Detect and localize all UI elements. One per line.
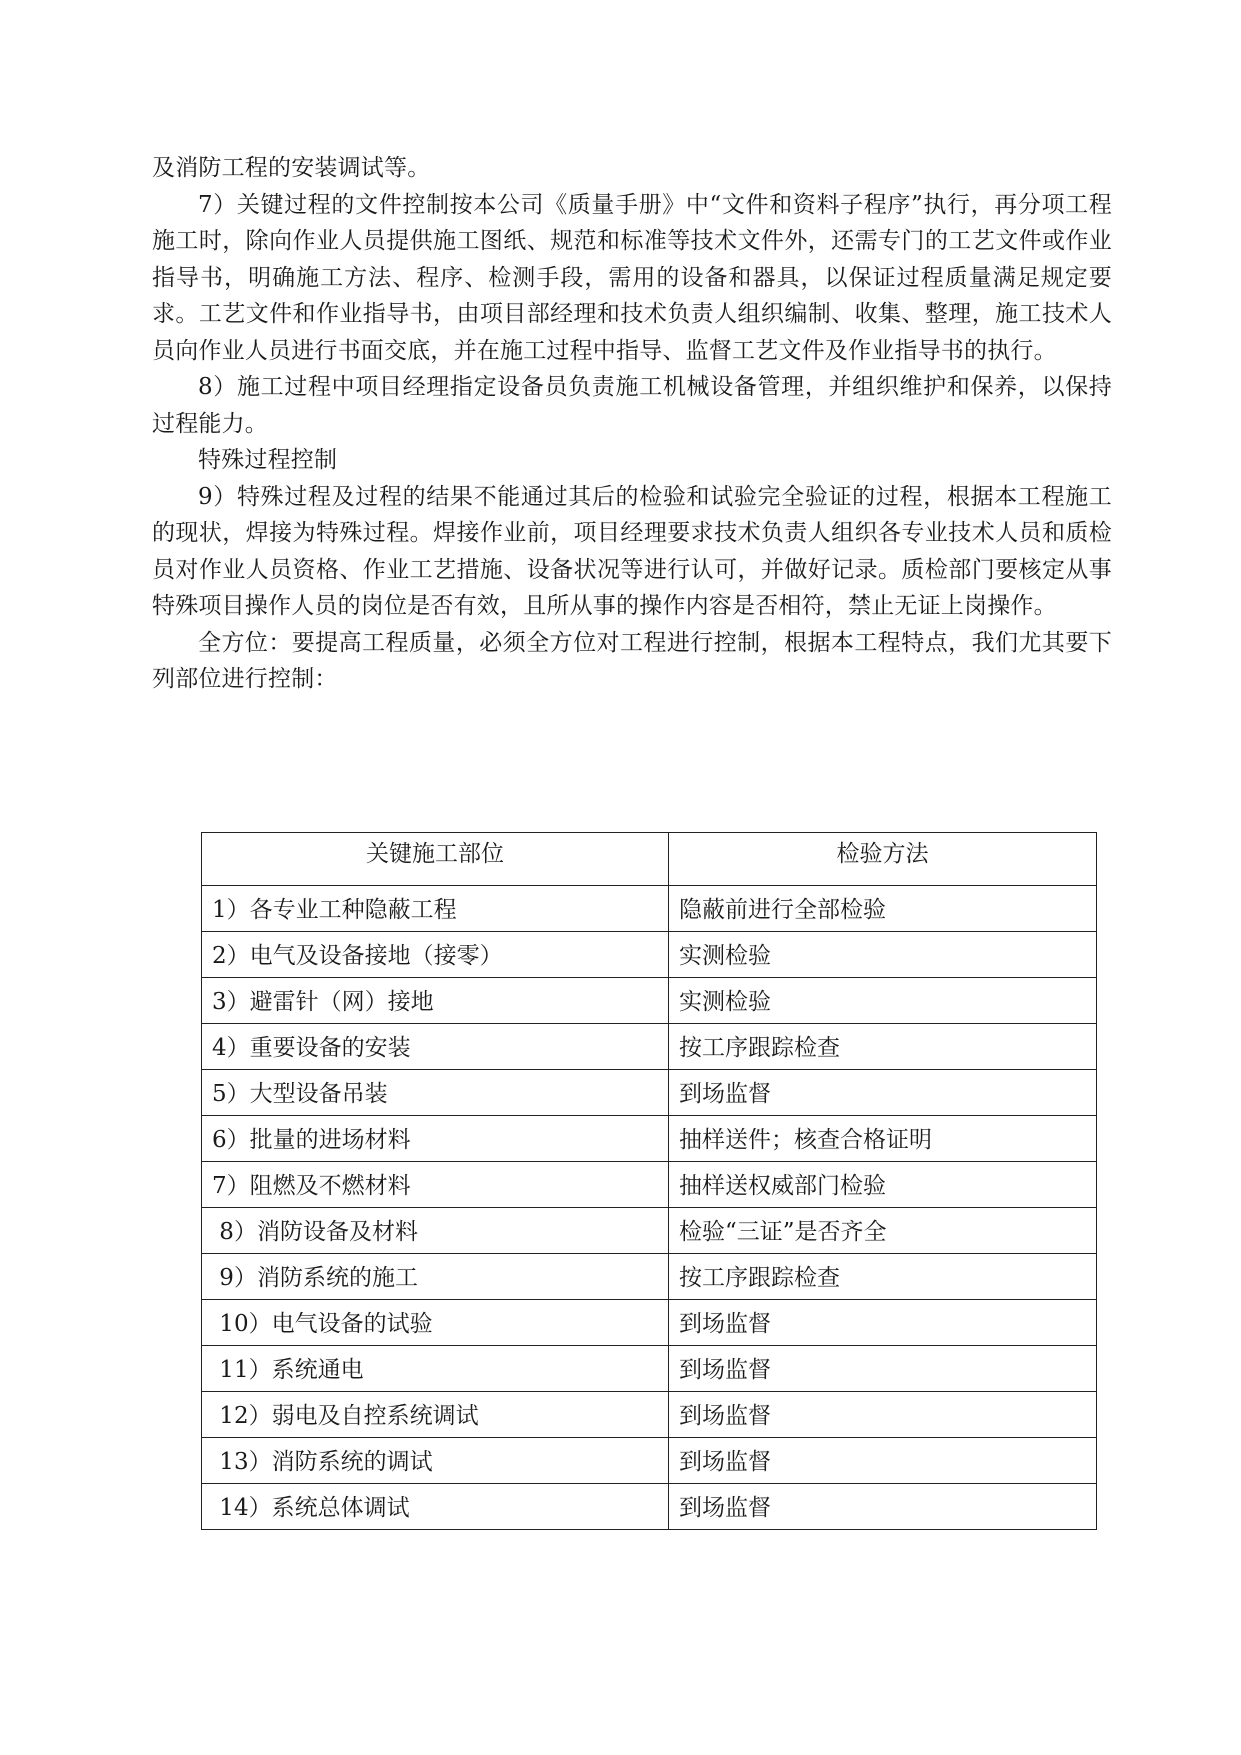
table-cell: 5）大型设备吊装 bbox=[202, 1070, 669, 1116]
table-cell: 检验“三证”是否齐全 bbox=[669, 1208, 1097, 1254]
paragraph: 7）关键过程的文件控制按本公司《质量手册》中“文件和资料子程序”执行，再分项工程施工时，除向作业人员提供施工图纸、规范和标准等技术文件外，还需专门的工艺文件或作业指导书，明确施工方法、程序、检测手段，需用的设备和器具，以保证过程质量满足规定要求。工艺文件和作业指导书，由项目部经理和技术负责人组织编制、收集、整理，施工技术人员向作业人员进行书面交底，并在施工过程中指导、监督工艺文件及作业指导书的执行。 bbox=[152, 191, 1112, 364]
table-row bbox=[202, 1484, 1097, 1530]
table-row bbox=[202, 1162, 1097, 1208]
table-row bbox=[202, 1346, 1097, 1392]
table-cell: 实测检验 bbox=[669, 978, 1097, 1024]
table-cell: 9）消防系统的施工 bbox=[202, 1254, 669, 1300]
table-cell: 8）消防设备及材料 bbox=[202, 1208, 669, 1254]
table-cell: 隐蔽前进行全部检验 bbox=[669, 886, 1097, 932]
table-header-row bbox=[202, 833, 1097, 886]
table-row bbox=[202, 932, 1097, 978]
section-heading: 特殊过程控制 bbox=[198, 447, 338, 473]
table-cell: 7）阻燃及不燃材料 bbox=[202, 1162, 669, 1208]
column-header: 关键施工部位 bbox=[202, 833, 669, 886]
table-row bbox=[202, 978, 1097, 1024]
table-row bbox=[202, 1116, 1097, 1162]
table-cell: 6）批量的进场材料 bbox=[202, 1116, 669, 1162]
paragraph: 及消防工程的安装调试等。 bbox=[152, 155, 431, 181]
table-cell: 13）消防系统的调试 bbox=[202, 1438, 669, 1484]
table-cell: 10）电气设备的试验 bbox=[202, 1300, 669, 1346]
paragraph: 8）施工过程中项目经理指定设备员负责施工机械设备管理，并组织维护和保养，以保持过程能力。 bbox=[152, 374, 1112, 437]
table-cell: 按工序跟踪检查 bbox=[669, 1254, 1097, 1300]
table-cell: 到场监督 bbox=[669, 1346, 1097, 1392]
table-row bbox=[202, 1254, 1097, 1300]
table-cell: 11）系统通电 bbox=[202, 1346, 669, 1392]
paragraph: 全方位：要提高工程质量，必须全方位对工程进行控制，根据本工程特点，我们尤其要下列部位进行控制： bbox=[152, 629, 1112, 692]
paragraph: 9）特殊过程及过程的结果不能通过其后的检验和试验完全验证的过程，根据本工程施工的现状，焊接为特殊过程。焊接作业前，项目经理要求技术负责人组织各专业技术人员和质检员对作业人员资格、作业工艺措施、设备状况等进行认可，并做好记录。质检部门要核定从事特殊项目操作人员的岗位是否有效，且所从事的操作内容是否相符，禁止无证上岗操作。 bbox=[152, 483, 1112, 619]
table-cell: 抽样送件；核查合格证明 bbox=[669, 1116, 1097, 1162]
control-table bbox=[201, 832, 1097, 1530]
table-row bbox=[202, 1070, 1097, 1116]
table-cell: 到场监督 bbox=[669, 1438, 1097, 1484]
table-cell: 实测检验 bbox=[669, 932, 1097, 978]
table-row bbox=[202, 1208, 1097, 1254]
table-cell: 14）系统总体调试 bbox=[202, 1484, 669, 1530]
table-cell: 2）电气及设备接地（接零） bbox=[202, 932, 669, 978]
table-cell: 到场监督 bbox=[669, 1070, 1097, 1116]
table-cell: 4）重要设备的安装 bbox=[202, 1024, 669, 1070]
table-cell: 按工序跟踪检查 bbox=[669, 1024, 1097, 1070]
table-row bbox=[202, 886, 1097, 932]
table-cell: 到场监督 bbox=[669, 1484, 1097, 1530]
column-header: 检验方法 bbox=[669, 833, 1097, 886]
table-row bbox=[202, 1392, 1097, 1438]
table-cell: 到场监督 bbox=[669, 1392, 1097, 1438]
table-row bbox=[202, 1024, 1097, 1070]
table-row bbox=[202, 1438, 1097, 1484]
table-cell: 1）各专业工种隐蔽工程 bbox=[202, 886, 669, 932]
table-row bbox=[202, 1300, 1097, 1346]
table-cell: 3）避雷针（网）接地 bbox=[202, 978, 669, 1024]
document-body bbox=[152, 150, 1112, 698]
table-cell: 到场监督 bbox=[669, 1300, 1097, 1346]
table-cell: 抽样送权威部门检验 bbox=[669, 1162, 1097, 1208]
table-cell: 12）弱电及自控系统调试 bbox=[202, 1392, 669, 1438]
